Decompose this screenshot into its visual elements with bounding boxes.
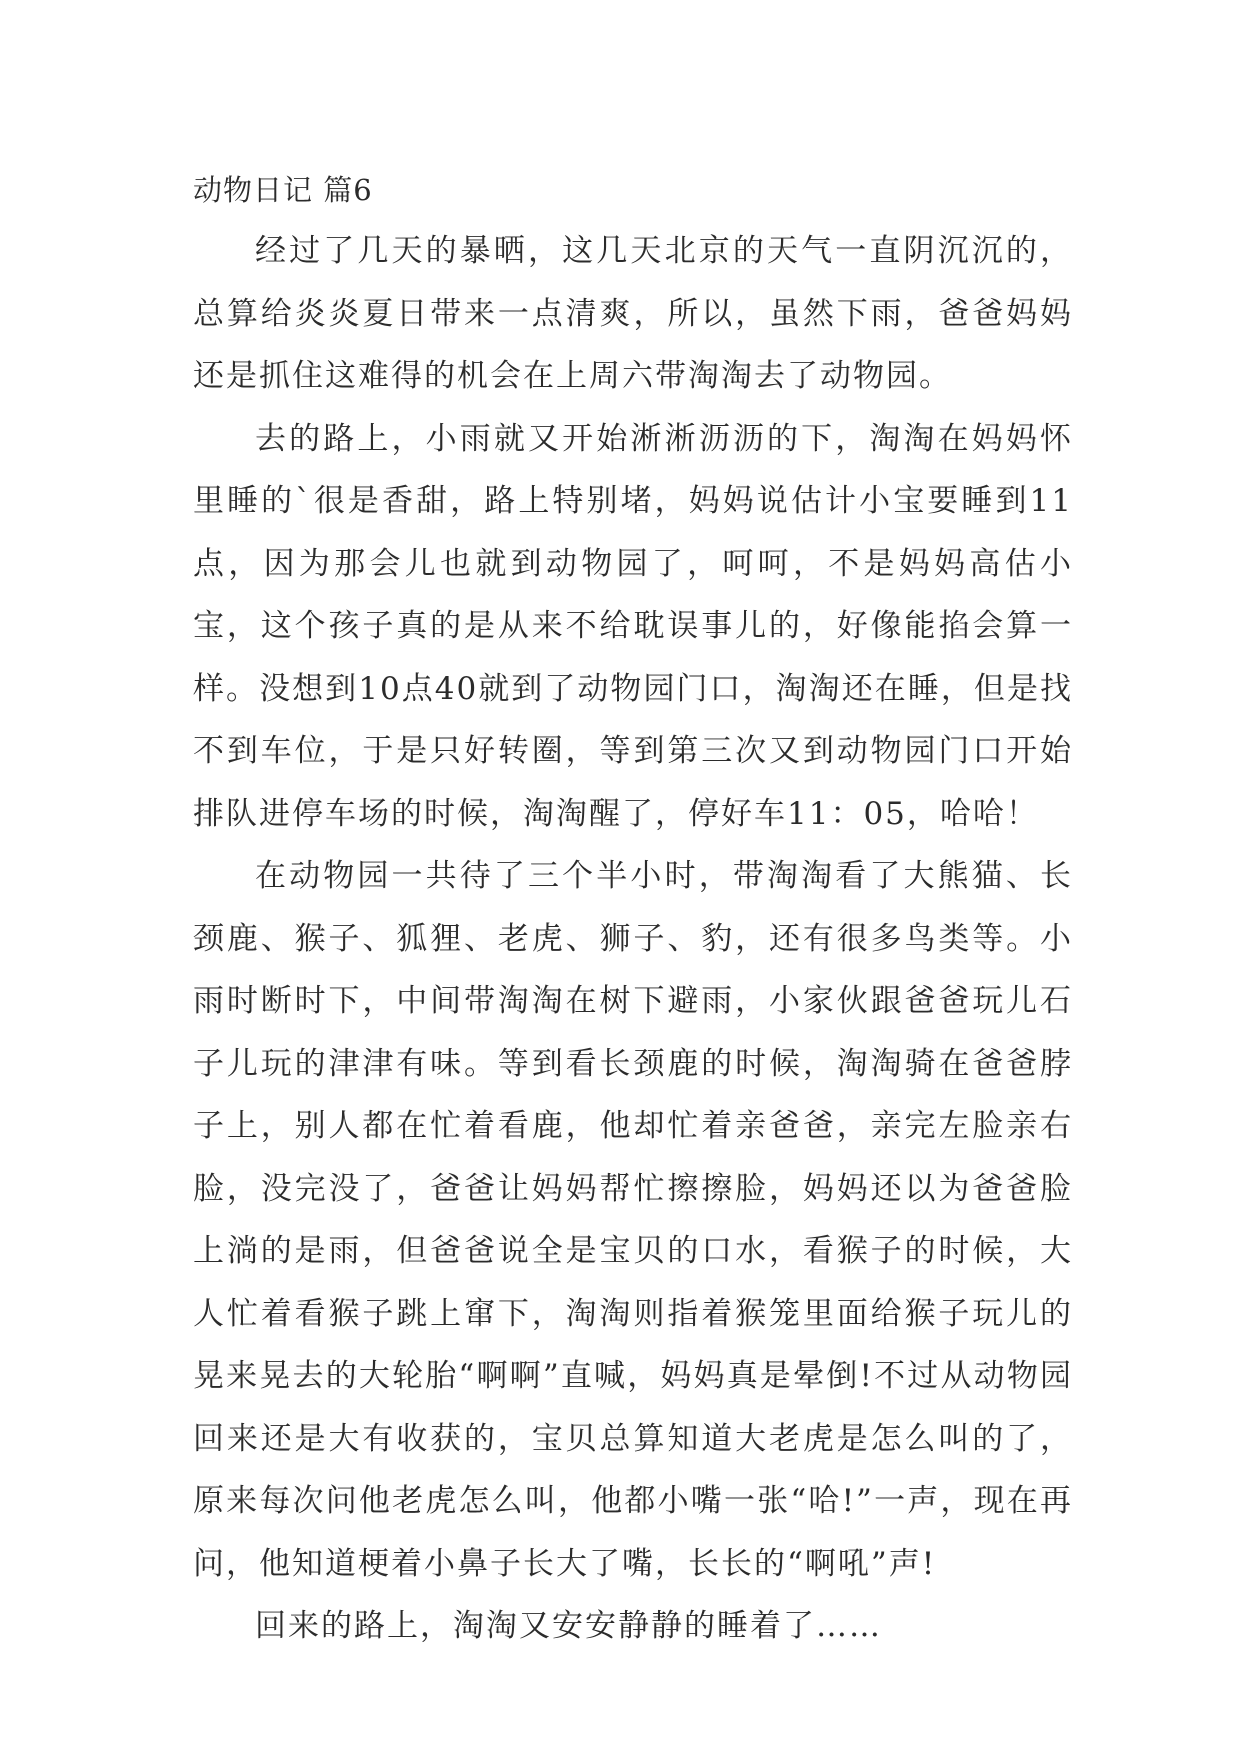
- paragraph-4: 回来的路上，淘淘又安安静静的睡着了……: [255, 1608, 882, 1644]
- paragraph-2: 去的路上，小雨就又开始淅淅沥沥的下，淘淘在妈妈怀里睡的`很是香甜，路上特别堵，妈妈说估计小宝要睡到11点，因为那会儿也就到动物园了，呵呵，不是妈妈高估小宝，这个孩子真的是从来不给耽误事儿的，好像能掐会算一样。没想到10点40就到了动物园门口，淘淘还在睡，但是找不到车位，于是只好转圈，等到第三次又到动物园门口开始排队进停车场的时候，淘淘醒了，停好车11：05，哈哈！: [193, 420, 1073, 832]
- paragraph-3: 在动物园一共待了三个半小时，带淘淘看了大熊猫、长颈鹿、猴子、狐狸、老虎、狮子、豹，还有很多鸟类等。小雨时断时下，中间带淘淘在树下避雨，小家伙跟爸爸玩儿石子儿玩的津津有味。等到看长颈鹿的时候，淘淘骑在爸爸脖子上，别人都在忙着看鹿，他却忙着亲爸爸，亲完左脸亲右脸，没完没了，爸爸让妈妈帮忙擦擦脸，妈妈还以为爸爸脸上淌的是雨，但爸爸说全是宝贝的口水，看猴子的时候，大人忙着看猴子跳上窜下，淘淘则指着猴笼里面给猴子玩儿的晃来晃去的大轮胎“啊啊”直喊，妈妈真是晕倒!不过从动物园回来还是大有收获的，宝贝总算知道大老虎是怎么叫的了，原来每次问他老虎怎么叫，他都小嘴一张“哈!”一声，现在再问，他知道梗着小鼻子长大了嘴，长长的“啊吼”声!: [193, 858, 1073, 1582]
- document-title: 动物日记 篇6: [193, 173, 373, 207]
- paragraph-1: 经过了几天的暴晒，这几天北京的天气一直阴沉沉的，总算给炎炎夏日带来一点清爽，所以，虽然下雨，爸爸妈妈还是抓住这难得的机会在上周六带淘淘去了动物园。: [193, 233, 1073, 394]
- document-body: [193, 160, 1073, 1658]
